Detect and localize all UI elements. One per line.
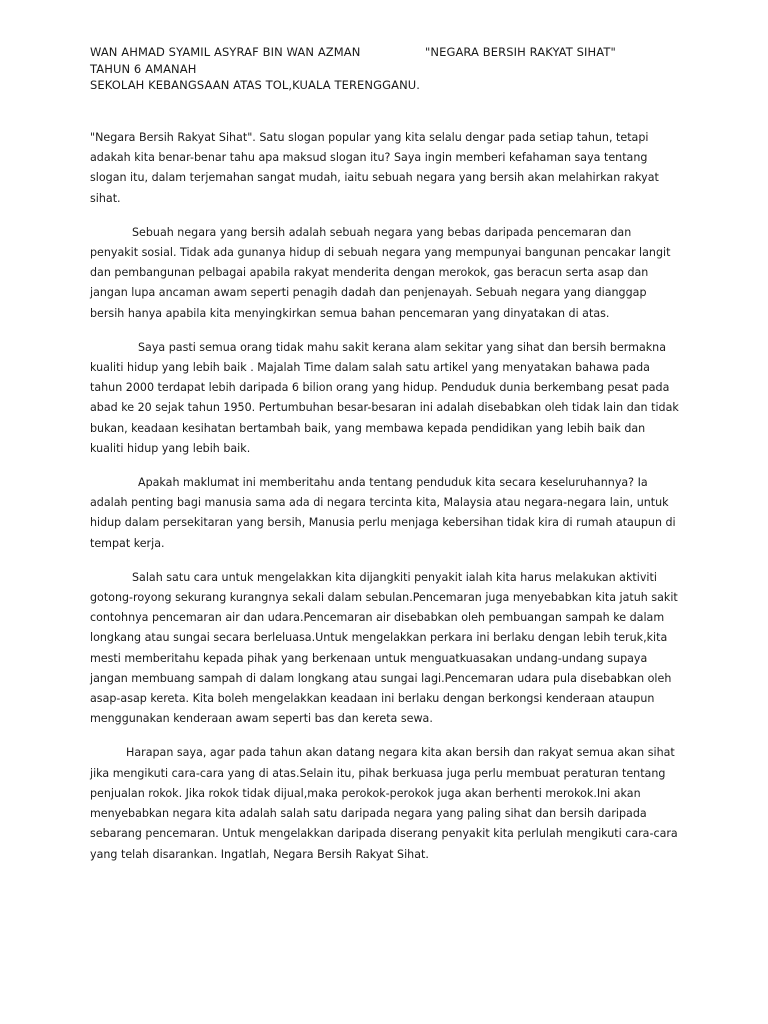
school-name: SEKOLAH KEBANGSAAN ATAS TOL,KUALA TERENGGANU. <box>90 78 421 92</box>
paragraph-population: Apakah maklumat ini memberitahu anda tentang penduduk kita secara keseluruhannya? Ia adalah penting bagi manusia sama ada di negara tercinta kita, Malaysia atau negara-negara lain, untuk hidup dalam persekitaran yang bersih, Manusia perlu menjaga kebersihan tidak kira di rumah ataupun di tempat kerja. <box>90 476 676 550</box>
document-header <box>90 44 690 94</box>
class-name: TAHUN 6 AMANAH <box>90 61 197 76</box>
paragraph-healthy-environment: Saya pasti semua orang tidak mahu sakit kerana alam sekitar yang sihat dan bersih bermakna kualiti hidup yang lebih baik . Majalah Time dalam salah satu artikel yang menyatakan bahawa pada tahun 2000 terdapat lebih daripada 6 bilion orang yang hidup. Penduduk dunia berkembang pesat pada abad ke 20 sejak tahun 1950. Pertumbuhan besar-besaran ini adalah disebabkan oleh tidak lain dan tidak bukan, keadaan kesihatan bertambah baik, yang membawa kepada pendidikan yang lebih baik dan kualiti hidup yang lebih baik. <box>90 340 679 455</box>
author-line <box>90 44 690 61</box>
paragraph-prevention: Salah satu cara untuk mengelakkan kita dijangkiti penyakit ialah kita harus melakukan aktiviti gotong-royong sekurang kurangnya sekali dalam sebulan.Pencemaran juga menyebabkan kita jatuh sakit contohnya pencemaran air dan udara.Pencemaran air disebabkan oleh pembuangan sampah ke dalam longkang atau sungai secara berleluasa.Untuk mengelakkan perkara ini berlaku dengan lebih teruk,kita mesti memberitahu kepada pihak yang berkenaan untuk menguatkuasakan undang-undang supaya jangan membuang sampah di dalam longkang atau sungai lagi.Pencemaran udara pula disebabkan oleh asap-asap kereta. Kita boleh mengelakkan keadaan ini berlaku dengan berkongsi kenderaan ataupun menggunakan kenderaan awam seperti bas dan kereta sewa. <box>90 570 678 726</box>
paragraph-conclusion: Harapan saya, agar pada tahun akan datang negara kita akan bersih dan rakyat semua akan sihat jika mengikuti cara-cara yang di atas.Selain itu, pihak berkuasa juga perlu membuat peraturan tentang penjualan rokok. Jika rokok tidak dijual,maka perokok-perokok juga akan berhenti merokok.Ini akan menyebabkan negara kita adalah salah satu daripada negara yang paling sihat dan bersih daripada sebarang pencemaran. Untuk mengelakkan daripada diserang penyakit kita perlulah mengikuti cara-cara yang telah disarankan. Ingatlah, Negara Bersih Rakyat Sihat. <box>90 746 678 861</box>
essay-body <box>90 128 680 879</box>
author-name: WAN AHMAD SYAMIL ASYRAF BIN WAN AZMAN <box>90 45 361 59</box>
paragraph-intro: "Negara Bersih Rakyat Sihat". Satu slogan popular yang kita selalu dengar pada setiap tahun, tetapi adakah kita benar-benar tahu apa maksud slogan itu? Saya ingin memberi kefahaman saya tentang slogan itu, dalam terjemahan sangat mudah, iaitu sebuah negara yang bersih akan melahirkan rakyat sihat. <box>90 131 659 205</box>
paragraph-clean-nation: Sebuah negara yang bersih adalah sebuah negara yang bebas daripada pencemaran dan penyakit sosial. Tidak ada gunanya hidup di sebuah negara yang mempunyai bangunan pencakar langit dan pembangunan pelbagai apabila rakyat menderita dengan merokok, gas beracun serta asap dan jangan lupa ancaman awam seperti penagih dadah dan penjenayah. Sebuah negara yang dianggap bersih hanya apabila kita menyingkirkan semua bahan pencemaran yang dinyatakan di atas. <box>90 225 671 320</box>
slogan-title: "NEGARA BERSIH RAKYAT SIHAT" <box>425 45 616 59</box>
